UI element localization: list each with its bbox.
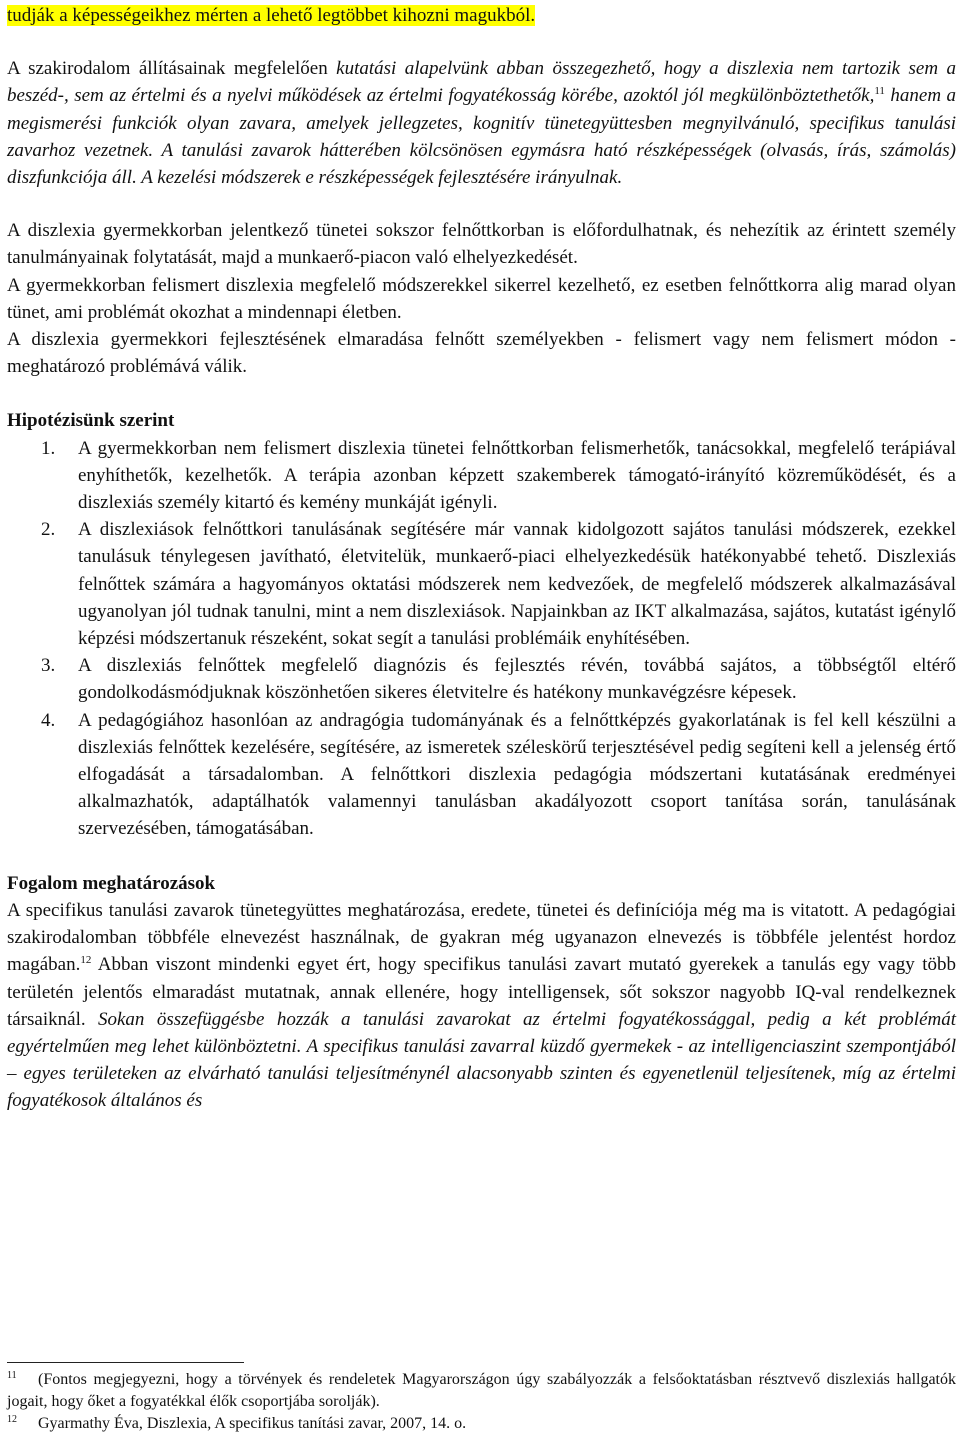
paragraph-childhood-treatment: A gyermekkorban felismert diszlexia megfelelő módszerekkel sikerrel kezelhető, ez esetben felnőttkorra alig marad olyan tünet, ami problémát okozhat a mindennapi életben. (7, 274, 956, 323)
hypothesis-item (7, 516, 956, 652)
hypothesis-number: 1. (41, 437, 56, 459)
definitions-heading: Fogalom meghatározások (7, 872, 216, 894)
footnote-text: Gyarmathy Éva, Diszlexia, A specifikus tanítási zavar, 2007, 14. o. (38, 1415, 467, 1432)
para1-middle: abban összegezhető, hogy a diszlexia nem tartozik sem a beszéd-, sem az értelmi és a nyelvi működések az értelmi fogyatékosság körébe, azoktól jól megkülönböztethetők, (7, 58, 956, 107)
hypothesis-item (7, 707, 956, 843)
document-page (7, 0, 956, 1115)
intro-line (7, 2, 956, 29)
highlighted-text: tudják a képességeikhez mérten a lehető legtöbbet kihozni magukból. (7, 5, 536, 26)
hypothesis-item (7, 652, 956, 706)
hypotheses-heading: Hipotézisünk szerint (7, 410, 175, 432)
hypothesis-number: 4. (41, 709, 56, 731)
footnote-text: (Fontos megjegyezni, hogy a törvények és rendeletek Magyarországon úgy szabályozzák a felsőoktatásban résztvevő diszlexiás hallgatók jogait, hogy őket a fogyatékkal élők csoportjába sorolják). (7, 1371, 956, 1410)
hypothesis-text: A diszlexiások felnőttkori tanulásának segítésére már vannak kidolgozott sajátos tanulási módszerek, ezekkel tanulásuk ténylegesen javítható, életvitelük, munkaerő-piaci elhelyezkedésük hatékonyabbé tehető. Diszlexiás felnőttek számára a hagyományos oktatási módszerek nem kedvezőek, de megfelelő módszerek alkalmazásával ugyanolyan jól tudnak tanulni, mint a nem diszlexiások. Napjainkban az IKT alkalmazása, sajátos, kutatást igénylő képzési módszertanuk részeként, sokat segít a tanulási problémáik enyhítésében. (78, 519, 956, 650)
footnotes-section (7, 1362, 956, 1435)
footnote-11: 11 (Fontos megjegyezni, hogy a törvények és rendeletek Magyarországon úgy szabályozzák a felsőoktatásban résztvevő diszlexiás hallgatók jogait, hogy őket a fogyatékkal élők csoportjába sorolják). (7, 1370, 956, 1410)
hypotheses-list (7, 435, 956, 843)
paragraph-adult-symptoms: A diszlexia gyermekkorban jelentkező tünetei sokszor felnőttkorban is előfordulhatnak, és nehezítik az érintett személy tanulmányainak folytatását, majd a munkaerő-piacon való elhelyezkedését. (7, 220, 956, 269)
definitions-middle: Abban viszont mindenki egyet ért, hogy specifikus tanulási zavart mutató gyerekek a tanulás egy vagy több területén jelentős elmaradást mutatnak, annak ellenére, hogy intelligensek, sőt sokszor nagyobb IQ-val rendelkeznek társaiknál. (7, 954, 956, 1030)
para1-start: A szakirodalom állításainak megfelelően (7, 58, 337, 80)
paragraph-research-principle (7, 55, 956, 191)
definitions-italic: Sokan összefüggésbe hozzák a tanulási zavarokat az értelmi fogyatékossággal, pedig a két problémát egyértelműen meg lehet különböztetni. A specifikus tanulási zavarral küzdő gyermekek - az intelligenciaszint szempontjából – egyes területeken az elvárható tanulási teljesítménynél alacsonyabb szinten és egyenetlenül teljesítenek, míg az értelmi fogyatékosok általános és (7, 1008, 956, 1112)
hypothesis-item (7, 435, 956, 517)
para1-emphasis: kutatási alapelvünk (336, 58, 489, 80)
para1-end: hanem a megismerési funkciók olyan zavara, amelyek jellegzetes, kognitív tünetegyüttesben megnyilvánuló, specifikus tanulási zavarhoz vezetnek. A tanulási zavarok hátterében kölcsönösen egymásra ható részképességek (olvasás, írás, számolás) diszfunkciója áll. A kezelési módszerek e részképességek fejlesztésére irányulnak. (7, 85, 956, 189)
footnote-ref-11[interactable]: 11 (874, 85, 885, 98)
hypothesis-text: A gyermekkorban nem felismert diszlexia tünetei felnőttkorban felismerhetők, tanácsokkal, megfelelő terápiával enyhíthetők, kezelhetők. A terápia azonban képzett szakemberek támogató-irányító közreműködését, és a diszlexiás személy kitartó és kemény munkáját igényli. (78, 437, 956, 514)
paragraph-missed-development: A diszlexia gyermekkori fejlesztésének elmaradása felnőtt személyekben - felismert vagy nem felismert módon - meghatározó problémává válik. (7, 329, 956, 378)
paragraph-definitions (7, 897, 956, 1115)
hypothesis-number: 3. (41, 655, 56, 677)
footnote-12: 12 Gyarmathy Éva, Diszlexia, A specifikus tanítási zavar, 2007, 14. o. (7, 1414, 467, 1432)
hypothesis-text: A pedagógiához hasonlóan az andragógia tudományának és a felnőttképzés gyakorlatának is fel kell készülni a diszlexiás felnőttek kezelésére, segítésére, az ismeretek széleskörű terjesztésével pedig segíteni kell a jelenség értő elfogadását a társadalomban. A felnőttkori diszlexia pedagógia módszertani kutatásának eredményei alkalmazhatók, adaptálhatók valamennyi tanulásban akadályozott csoport tanítása során, tanulásának szervezésében, támogatásában. (78, 709, 956, 840)
definitions-start: A specifikus tanulási zavarok tünetegyüttes meghatározása, eredete, tünetei és definíciója még ma is vitatott. A pedagógiai szakirodalomban többféle elnevezést használnak, de gyakran még ugyanazon elnevezés is többféle jelentést hordoz magában. (7, 899, 956, 976)
footnote-ref-12[interactable]: 12 (80, 954, 92, 967)
hypothesis-text: A diszlexiás felnőttek megfelelő diagnózis és fejlesztés révén, továbbá sajátos, a többségtől eltérő gondolkodásmódjuknak köszönhetően sikeres életvitelre és hatékony munkavégzésre képesek. (78, 655, 956, 704)
footnote-divider (7, 1362, 244, 1363)
hypothesis-number: 2. (41, 519, 56, 541)
